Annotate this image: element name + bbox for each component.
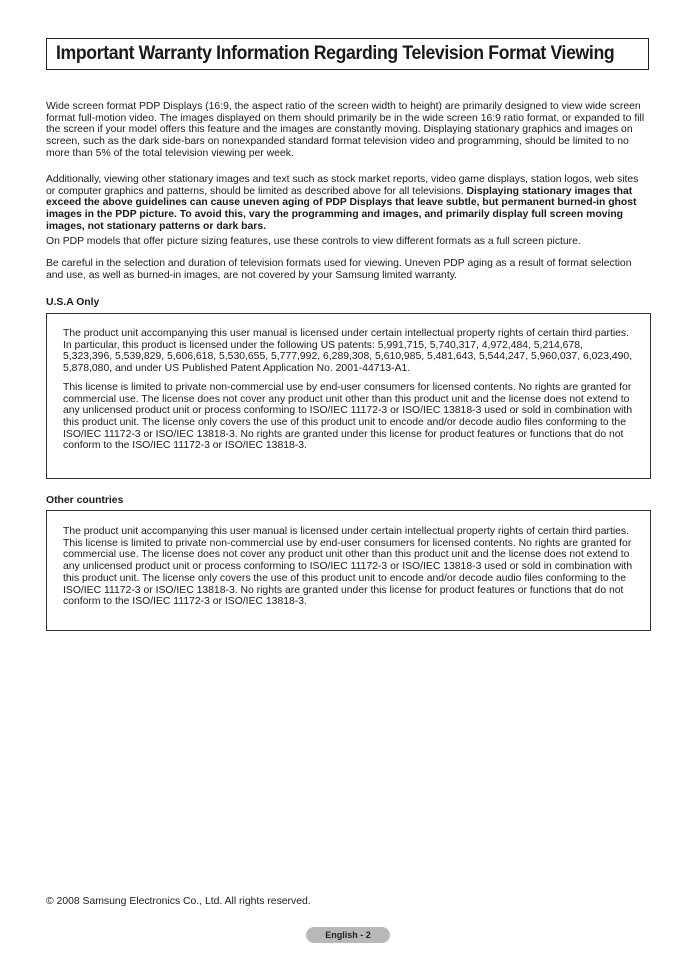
stationary-images-text: Additionally, viewing other stationary images and text such as stock market reports, video game displays, station logos, web sites or computer graphics and patterns, should be limited as described above for all televisions. — [46, 174, 639, 197]
other-countries-heading: Other countries — [46, 495, 124, 506]
other-countries-license-paragraph: The product unit accompanying this user manual is licensed under certain intellectual property rights of certain third parties. This license is limited to private non-commercial use by end-user consumers for licensed contents. No rights are granted for commercial use. The license does not cover any product unit other than this product unit and the license does not extend to any unlicensed product unit or process conforming to ISO/IEC 11172-3 or ISO/IEC 13818-3 used or sold in combination with this product unit. The license only covers the use of this product unit to encode and/or decode audio files conforming to the ISO/IEC 11172-3 or ISO/IEC 13818-3. No rights are granted under this license for product features or functions that do not conform to the ISO/IEC 11172-3 or ISO/IEC 13818-3. — [63, 526, 633, 608]
copyright-notice: © 2008 Samsung Electronics Co., Ltd. All rights reserved. — [46, 896, 311, 907]
title-box — [46, 38, 649, 70]
burn-in-warning-text: Displaying stationary images that exceed the above guidelines can cause uneven aging of PDP Displays that leave subtle, but permanent burned-in ghost images in the PDP picture. To avoid this, vary the programming and images, and primarily display full screen moving images, not stationary patterns or dark bars. — [46, 185, 637, 232]
usa-patents-paragraph: The product unit accompanying this user manual is licensed under certain intellectual property rights of certain third parties. In particular, this product is licensed under the following US patents: 5,991,715, 5,740,317, 4,972,484, 5,214,678, 5,323,396, 5,539,829, 5,606,618, 5,530,655, 5,777,992, 6,289,308, 5,610,985, 5,481,643, 5,544,247, 5,960,037, 6,023,490, 5,878,080, and under US Published Patent Application No. 2001-44713-A1. — [63, 328, 633, 375]
usa-heading: U.S.A Only — [46, 297, 100, 308]
stationary-images-paragraph — [46, 174, 646, 233]
intro-paragraph: Wide screen format PDP Displays (16:9, the aspect ratio of the screen width to height) are primarily designed to view wide screen format full-motion video. The images displayed on them should primarily be in the wide screen 16:9 ratio format, or expanded to fill the screen if your model offers this feature and the images are constantly moving. Displaying stationary graphics and images on screen, such as the dark side-bars on nonexpanded standard format television video and programming, should be limited to no more than 5% of the total television viewing per week. — [46, 101, 645, 159]
usa-license-paragraph: This license is limited to private non-commercial use by end-user consumers for licensed contents. No rights are granted for commercial use. The license does not cover any product unit other than this product unit and the license does not extend to any unlicensed product unit or process conforming to ISO/IEC 11172-3 or ISO/IEC 13818-3 used or sold in combination with this product unit. The license only covers the use of this product unit to encode and/or decode audio files conforming to the ISO/IEC 11172-3 or ISO/IEC 13818-3. No rights are granted under this license for product features or functions that do not conform to the ISO/IEC 11172-3 or ISO/IEC 13818-3. — [63, 381, 633, 452]
page-number-badge: English - 2 — [306, 927, 390, 943]
usa-license-box — [46, 313, 651, 479]
other-countries-license-box — [46, 510, 651, 631]
page-title: Important Warranty Information Regarding Television Format Viewing — [56, 43, 615, 64]
picture-sizing-paragraph: On PDP models that offer picture sizing features, use these controls to view different formats as a full screen picture. — [46, 236, 581, 247]
format-selection-paragraph: Be careful in the selection and duration of television formats used for viewing. Uneven PDP aging as a result of format selection and use, as well as burned-in images, are not covered by your Samsung limited warranty. — [46, 258, 632, 281]
